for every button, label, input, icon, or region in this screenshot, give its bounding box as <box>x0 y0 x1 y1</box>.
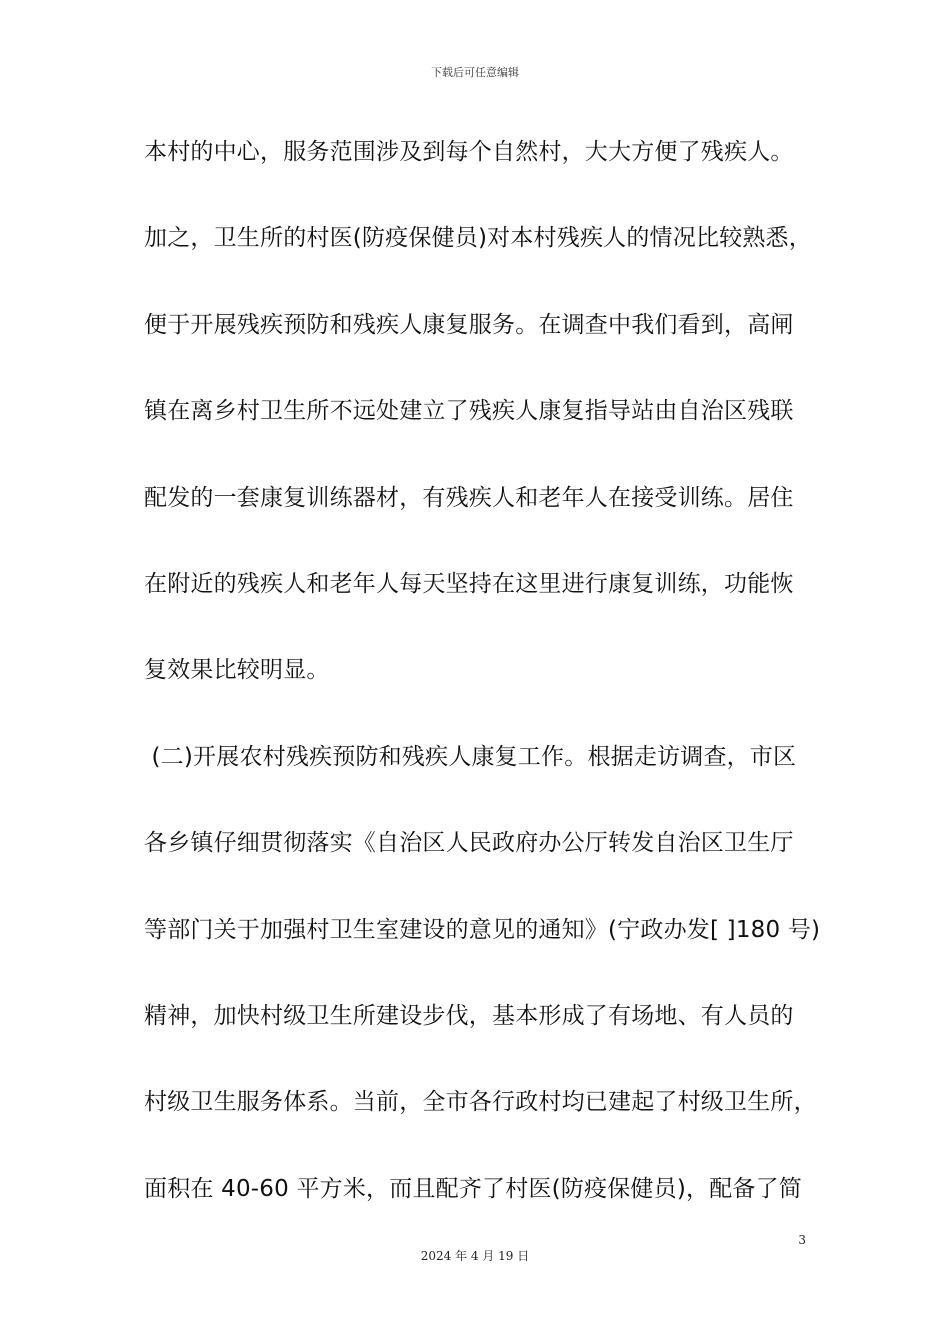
text-line: 在附近的残疾人和老年人每天坚持在这里进行康复训练，功能恢 <box>144 570 794 597</box>
page-number: 3 <box>798 1233 806 1247</box>
text-line: 本村的中心，服务范围涉及到每个自然村，大大方便了残疾人。 <box>144 139 794 165</box>
text-line: 便于开展残疾预防和残疾人康复服务。在调查中我们看到，高闸 <box>144 311 794 338</box>
text-line: 等部门关于加强村卫生室建设的意见的通知》(宁政办发[ ]180 号) <box>144 916 821 943</box>
text-line: 镇在离乡村卫生所不远处建立了残疾人康复指导站由自治区残联 <box>144 398 794 425</box>
body-text <box>144 130 821 1253</box>
text-line: 加之，卫生所的村医(防疫保健员)对本村残疾人的情况比较熟悉， <box>144 225 812 252</box>
text-line: 各乡镇仔细贯彻落实《自治区人民政府办公厅转发自治区卫生厅 <box>144 830 794 857</box>
text-line: (二)开展农村残疾预防和残疾人康复工作。根据走访调查，市区 <box>144 743 797 770</box>
footer-date: 2024 年 4 月 19 日 <box>420 1249 530 1263</box>
page-header: 下载后可任意编辑 <box>431 66 519 79</box>
text-line: 面积在 40-60 平方米，而且配齐了村医(防疫保健员)，配备了简 <box>144 1175 803 1202</box>
text-line: 村级卫生服务体系。当前，全市各行政村均已建起了村级卫生所， <box>144 1089 817 1116</box>
text-line: 精神，加快村级卫生所建设步伐，基本形成了有场地、有人员的 <box>144 1002 794 1029</box>
text-line: 配发的一套康复训练器材，有残疾人和老年人在接受训练。居住 <box>144 484 794 511</box>
text-line: 复效果比较明显。 <box>144 657 330 684</box>
